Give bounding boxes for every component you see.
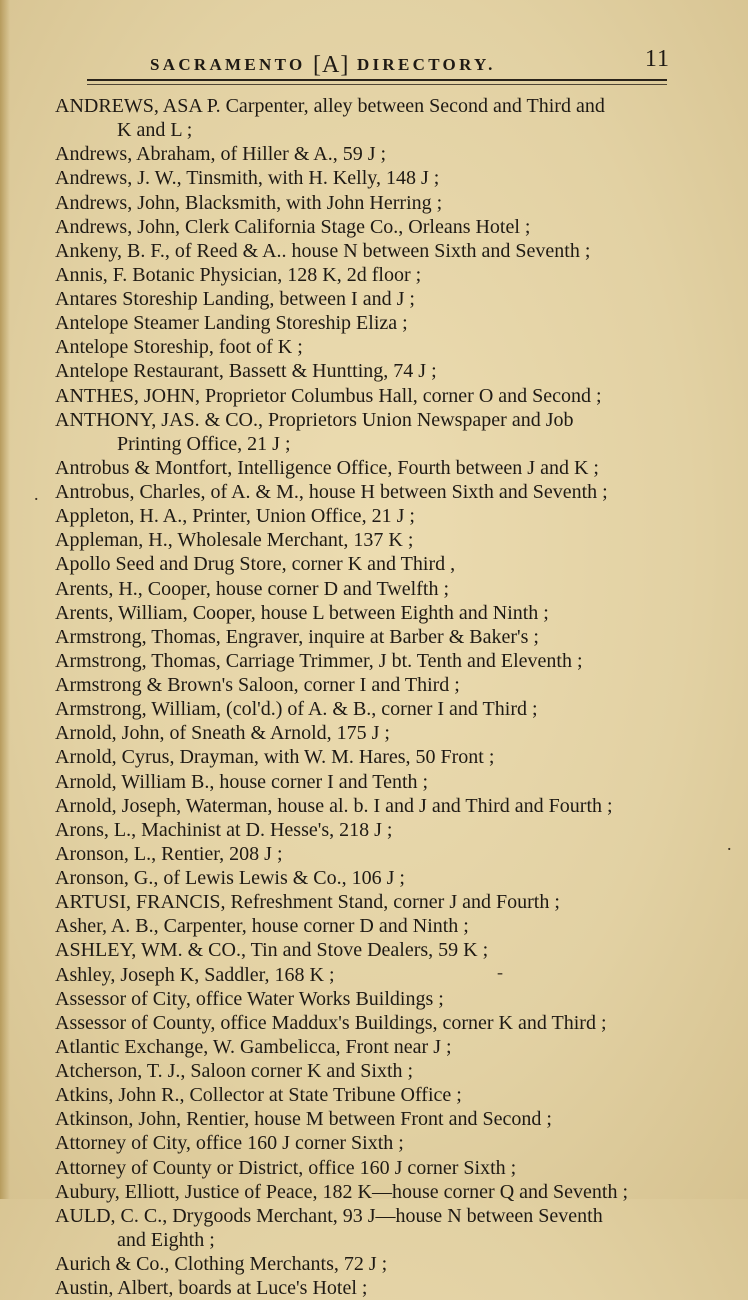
entry-text: Arents, William, Cooper, house L between Eighth and Ninth ; [55, 601, 549, 624]
entry-text: Atkinson, John, Rentier, house M between Front and Second ; [55, 1108, 552, 1131]
entry-text: Atkins, John R., Collector at State Tribune Office ; [55, 1084, 462, 1107]
entry-text: Attorney of County or District, office 160 J corner Sixth ; [55, 1156, 517, 1179]
entry-text: Appleman, H., Wholesale Merchant, 137 K ; [55, 529, 414, 552]
entry-text: Arnold, John, of Sneath & Arnold, 175 J ; [55, 722, 390, 745]
directory-entry [55, 1083, 675, 1107]
title-left: SACRAMENTO [150, 55, 306, 74]
directory-entry [55, 239, 675, 263]
page-number: 11 [644, 46, 670, 72]
entry-text: Antelope Steamer Landing Storeship Eliza ; [55, 312, 408, 335]
directory-entry [55, 1011, 675, 1035]
stray-dot-mark: . [727, 834, 732, 854]
directory-entry [55, 673, 675, 697]
entry-text: Aubury, Elliott, Justice of Peace, 182 K—house corner Q and Seventh ; [55, 1180, 629, 1203]
entry-text: Antrobus, Charles, of A. & M., house H between Sixth and Seventh ; [55, 481, 608, 503]
entry-text: ARTUSI, FRANCIS, Refreshment Stand, corner J and Fourth ; [55, 891, 560, 914]
directory-entry [55, 335, 675, 359]
entry-text: Appleton, H. A., Printer, Union Office, 21 J ; [55, 505, 415, 528]
directory-entry [55, 408, 675, 456]
entry-text: Armstrong & Brown's Saloon, corner I and Third ; [55, 674, 460, 696]
entry-text: Arnold, Cyrus, Drayman, with W. M. Hares, 50 Front ; [55, 746, 495, 769]
header-rule-thin [87, 84, 667, 85]
entry-text: Antares Storeship Landing, between I and J ; [55, 288, 415, 310]
directory-entry [55, 359, 675, 383]
directory-entry [55, 1156, 675, 1180]
header-rule-thick [87, 79, 667, 81]
directory-entry [55, 1276, 675, 1300]
entry-text: Asher, A. B., Carpenter, house corner D and Ninth ; [55, 915, 469, 938]
entry-text: Annis, F. Botanic Physician, 128 K, 2d floor ; [55, 263, 422, 286]
directory-entry [55, 142, 675, 166]
directory-entry [55, 963, 675, 987]
directory-entry [55, 1131, 675, 1155]
directory-entry [55, 577, 675, 601]
directory-entry [55, 504, 675, 528]
directory-entry [55, 528, 675, 552]
directory-entry [55, 697, 675, 721]
directory-entry [55, 166, 675, 190]
directory-entry [55, 456, 675, 480]
entry-continuation: Printing Office, 21 J ; [117, 432, 291, 455]
directory-entry [55, 625, 675, 649]
directory-entry [55, 601, 675, 625]
directory-entry [55, 938, 675, 962]
entry-text: ANTHES, JOHN, Proprietor Columbus Hall, corner O and Second ; [55, 384, 602, 407]
directory-entry [55, 890, 675, 914]
directory-entry [55, 987, 675, 1011]
entry-text: Austin, Albert, boards at Luce's Hotel ; [55, 1277, 368, 1300]
directory-entry [55, 94, 675, 142]
entry-text: Andrews, Abraham, of Hiller & A., 59 J ; [55, 143, 387, 166]
entry-text: Aurich & Co., Clothing Merchants, 72 J ; [55, 1253, 388, 1275]
entry-text: Aronson, L., Rentier, 208 J ; [55, 842, 283, 865]
stray-dash-mark: - [497, 962, 503, 982]
entry-text: ASHLEY, WM. & CO., Tin and Stove Dealers, 59 K ; [55, 939, 489, 962]
directory-entry [55, 552, 675, 576]
directory-entry [55, 215, 675, 239]
directory-entry [55, 866, 675, 890]
title-dot: . [488, 55, 496, 74]
directory-entry [55, 311, 675, 335]
directory-entry [55, 191, 675, 215]
running-title [150, 50, 496, 77]
directory-entry [55, 480, 675, 504]
directory-entry [55, 649, 675, 673]
entry-text: Armstrong, Thomas, Engraver, inquire at Barber & Baker's ; [55, 625, 539, 648]
entry-text: Antrobus & Montfort, Intelligence Office, Fourth between J and K ; [55, 456, 599, 479]
directory-entry [55, 1035, 675, 1059]
directory-entry [55, 1204, 675, 1252]
title-section-letter: [A] [313, 52, 350, 78]
entry-text: Ankeny, B. F., of Reed & A.. house N between Sixth and Seventh ; [55, 239, 591, 262]
directory-entry [55, 1180, 675, 1204]
entry-text: Andrews, John, Clerk California Stage Co., Orleans Hotel ; [55, 215, 531, 238]
entry-text: Arnold, William B., house corner I and Tenth ; [55, 770, 429, 793]
entry-text: Aronson, G., of Lewis Lewis & Co., 106 J ; [55, 867, 405, 889]
entry-text: Andrews, John, Blacksmith, with John Herring ; [55, 191, 443, 214]
entry-text: Antelope Restaurant, Bassett & Huntting, 74 J ; [55, 360, 437, 383]
entry-text: Andrews, J. W., Tinsmith, with H. Kelly, 148 J ; [55, 167, 440, 190]
stray-dot-mark: . [34, 484, 39, 504]
entry-text: Arons, L., Machinist at D. Hesse's, 218 J ; [55, 818, 393, 841]
entry-text: Atlantic Exchange, W. Gambelicca, Front near J ; [55, 1035, 452, 1058]
directory-entry [55, 1252, 675, 1276]
entry-text: Atcherson, T. J., Saloon corner K and Sixth ; [55, 1060, 414, 1082]
directory-entry [55, 745, 675, 769]
directory-entry [55, 263, 675, 287]
entry-continuation: and Eighth ; [117, 1228, 215, 1251]
directory-entry [55, 914, 675, 938]
directory-entry [55, 1107, 675, 1131]
entry-text: AULD, C. C., Drygoods Merchant, 93 J—house N between Seventh [55, 1204, 603, 1227]
entry-text: Assessor of City, office Water Works Buildings ; [55, 987, 444, 1010]
entry-text: Arnold, Joseph, Waterman, house al. b. I and J and Third and Fourth ; [55, 794, 613, 817]
entry-text: Armstrong, Thomas, Carriage Trimmer, J bt. Tenth and Eleventh ; [55, 649, 583, 672]
entry-text: Attorney of City, office 160 J corner Sixth ; [55, 1132, 404, 1155]
directory-entry [55, 721, 675, 745]
directory-entry [55, 384, 675, 408]
directory-entry [55, 842, 675, 866]
page-edge-shadow [0, 0, 10, 1199]
directory-entry [55, 287, 675, 311]
directory-entry [55, 794, 675, 818]
entry-text: Antelope Storeship, foot of K ; [55, 336, 303, 359]
directory-entry [55, 818, 675, 842]
entry-text: ANDREWS, ASA P. Carpenter, alley between Second and Third and [55, 95, 605, 117]
running-header [150, 46, 670, 76]
directory-entries [55, 94, 675, 1300]
entry-text: Apollo Seed and Drug Store, corner K and Third , [55, 553, 456, 576]
entry-text: Assessor of County, office Maddux's Buildings, corner K and Third ; [55, 1011, 607, 1034]
entry-text: ANTHONY, JAS. & CO., Proprietors Union Newspaper and Job [55, 408, 574, 431]
directory-entry [55, 770, 675, 794]
entry-text: Arents, H., Cooper, house corner D and Twelfth ; [55, 577, 450, 600]
entry-continuation: K and L ; [117, 119, 193, 142]
directory-entry [55, 1059, 675, 1083]
entry-text: Ashley, Joseph K, Saddler, 168 K ; [55, 963, 335, 986]
title-right: DIRECTORY [356, 55, 489, 74]
entry-text: Armstrong, William, (col'd.) of A. & B., corner I and Third ; [55, 698, 538, 721]
